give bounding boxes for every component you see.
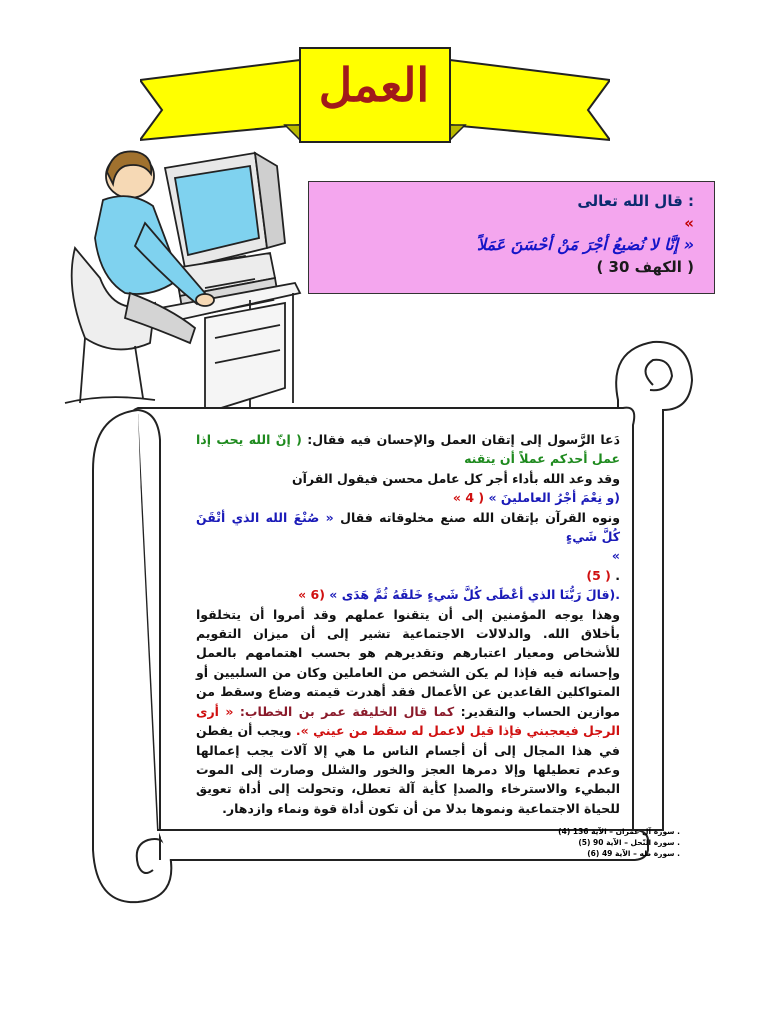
verse-5-ref: ( 5): [586, 567, 611, 583]
article-paragraph-4: [196, 508, 620, 547]
article-paragraph-5: [196, 566, 620, 585]
footnote-4: . سورة آل عمران – الآية 136 (4): [558, 827, 680, 836]
quran-quote-box: [308, 181, 715, 294]
hadith-intro: دَعا الرَّسول إلى إتقان العمل والإحسان فيه فقال:: [301, 432, 621, 447]
article-paragraph-4b: [196, 546, 620, 565]
page-title: العمل: [318, 58, 430, 112]
verse-5-intro: ونوه القرآن بإتقان الله صنع مخلوقاته فقال: [333, 509, 620, 525]
verse-4-text: (و نِعْمَ أجْرُ العاملينَ »: [484, 490, 620, 506]
article-paragraph-2: وقد وعد الله بأداء أجر كل عامل محسن فيقول القرآن: [291, 470, 620, 486]
footnote-5: . سورة النّحل – الآية 90 (5): [578, 838, 680, 847]
verse-5-text: « صُنْعَ الله الذي أتْقَنَ كُلَّ شَيءٍ: [196, 509, 620, 545]
footnote-6: . سورة طه – الآية 49 (6): [587, 849, 680, 858]
verse-4-ref: ( 4 »: [452, 490, 485, 506]
caliph-quote: « أرى الرجل فيعجبني فإذا قيل لاعمل له سقط من عيني ».: [196, 703, 620, 739]
article-body: [196, 430, 620, 818]
article-body-text-1: وهذا يوجه المؤمنين إلى أن يتقنوا عملهم وقد أمروا أن يتخلقوا بأخلاق الله. والدلالات الاجتماعية تشير إلى أن ميزان التقويم للأشخاص ومعيار اعتبارهم وتقديرهم هو بحسب اهتمامهم بالعمل وإحسانه فيه فإذا لم يكن الشخص من العاملين وكان من السلبيين أو المتواكلين القاعدين عن الأعمال فقد أهدرت قيمته وضاع وسقط من موازين الحساب والتقدير:: [196, 606, 620, 719]
article-paragraph-7: [196, 605, 620, 818]
article-body-text-2: ويجب أن يفطن في هذا المجال إلى أن أجسام الناس ما هي إلا آلات يجب إعمالها وعدم تعطيلها وإلا دمرها العجز والخور والشلل وصارت إلى الموت البطيء والاسترخاء والصدإ كأية آلة تعطل، وتحولت إلى أداة تعويق للحياة الاجتماعية ونموها بدلا من أن تكون أداة قوة ونماء وازدهار.: [196, 723, 620, 816]
quote-open-mark: »: [684, 214, 694, 232]
quote-intro: : قال الله تعالى: [577, 192, 694, 210]
quote-verse: « إنَّا لا نُضيعُ أجْرَ مَنْ أحْسَنَ عَمَلاً: [476, 235, 694, 254]
article-paragraph-3: [196, 488, 620, 507]
verse-6-text: .(قالَ رَبُّنَا الذي أعْطَى كُلَّ شَيءٍ خَلقَهُ ثُمَّ هَدَى »: [324, 587, 620, 603]
article-paragraph-6: [196, 585, 620, 604]
verse-5-close-mark: »: [611, 548, 620, 564]
quote-reference: ( الكهف 30 ): [596, 258, 694, 276]
caliph-attribution: كما قال الخليفة عمر بن الخطاب:: [233, 703, 455, 719]
verse-5-dot: .: [610, 567, 620, 583]
footnotes: [540, 826, 680, 859]
article-paragraph-1: [196, 430, 620, 469]
verse-6-ref: (6 »: [298, 587, 325, 603]
hadith-text: ( إنّ الله يحب إذا عمل أحدكم عملاً أن يتقنه: [196, 432, 620, 467]
